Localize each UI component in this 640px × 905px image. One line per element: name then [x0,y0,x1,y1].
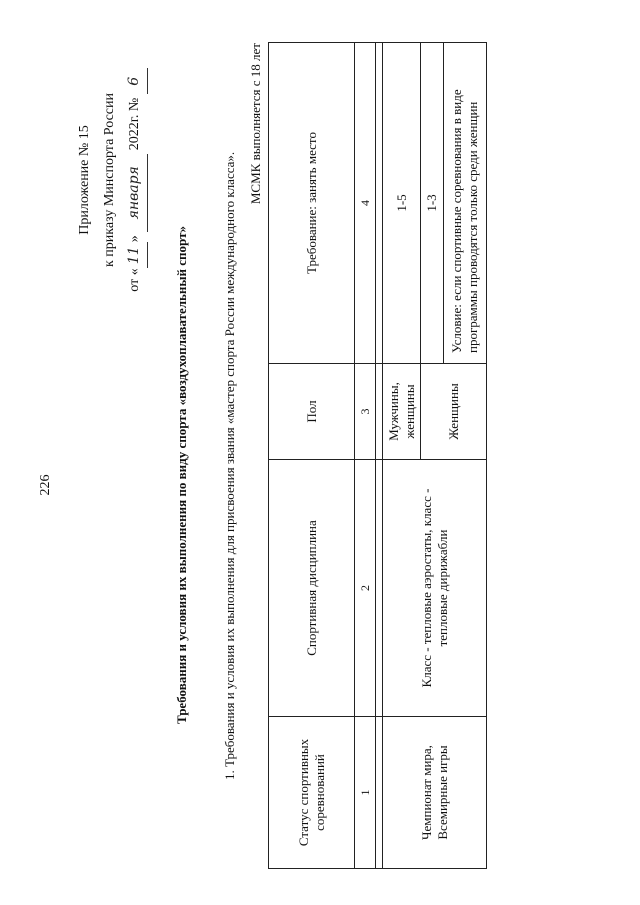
document-title: Требования и условия их выполнения по виду спорта «воздухоплавательный спорт» [174,226,189,724]
column-number: 3 [355,364,376,460]
page-number: 226 [38,474,53,496]
gender-cell: Мужчины, женщины [383,364,421,460]
date-day: 11 [122,242,148,268]
appendix-date-line [122,15,148,345]
condition-cell: Условие: если спортивные соревнования в виде программы проводятся только среди женщин [444,43,487,364]
date-year-suffix: г. № [127,97,142,123]
header-requirement: Требование: занять место [269,43,355,364]
column-number-row [355,43,376,869]
date-mid: » [127,235,142,243]
table-header-row [269,43,355,869]
table-row [383,43,421,869]
appendix-order-line: к приказу Минспорта России [102,93,117,267]
appendix-title: Приложение № 15 [77,125,92,235]
header-discipline: Спортивная дисциплина [269,460,355,717]
column-number: 4 [355,43,376,364]
place-cell: 1-5 [383,43,421,364]
date-prefix: от « [127,268,142,292]
appendix-block [72,15,148,345]
header-status: Статус спортивных соревнований [269,717,355,869]
column-number: 2 [355,460,376,717]
date-year-prefix: 202 [127,129,142,151]
gender-cell: Женщины [421,364,487,460]
discipline-cell: Класс - тепловые аэростаты, класс - тепловые дирижабли [383,460,487,717]
date-year-digit: 2 [127,122,142,130]
double-line-separator [376,43,383,869]
status-cell: Чемпионат мира, Всемирные игры [383,717,487,869]
column-number: 1 [355,717,376,869]
requirements-table [268,42,487,869]
place-cell: 1-3 [421,43,444,364]
date-month: января [122,154,148,232]
age-note: МСМК выполняется с 18 лет [248,43,263,205]
header-gender: Пол [269,364,355,460]
order-number: 6 [122,68,148,94]
intro-paragraph: 1. Требования и условия их выполнения для присвоения звания «мастер спорта России международного класса». [222,151,237,780]
